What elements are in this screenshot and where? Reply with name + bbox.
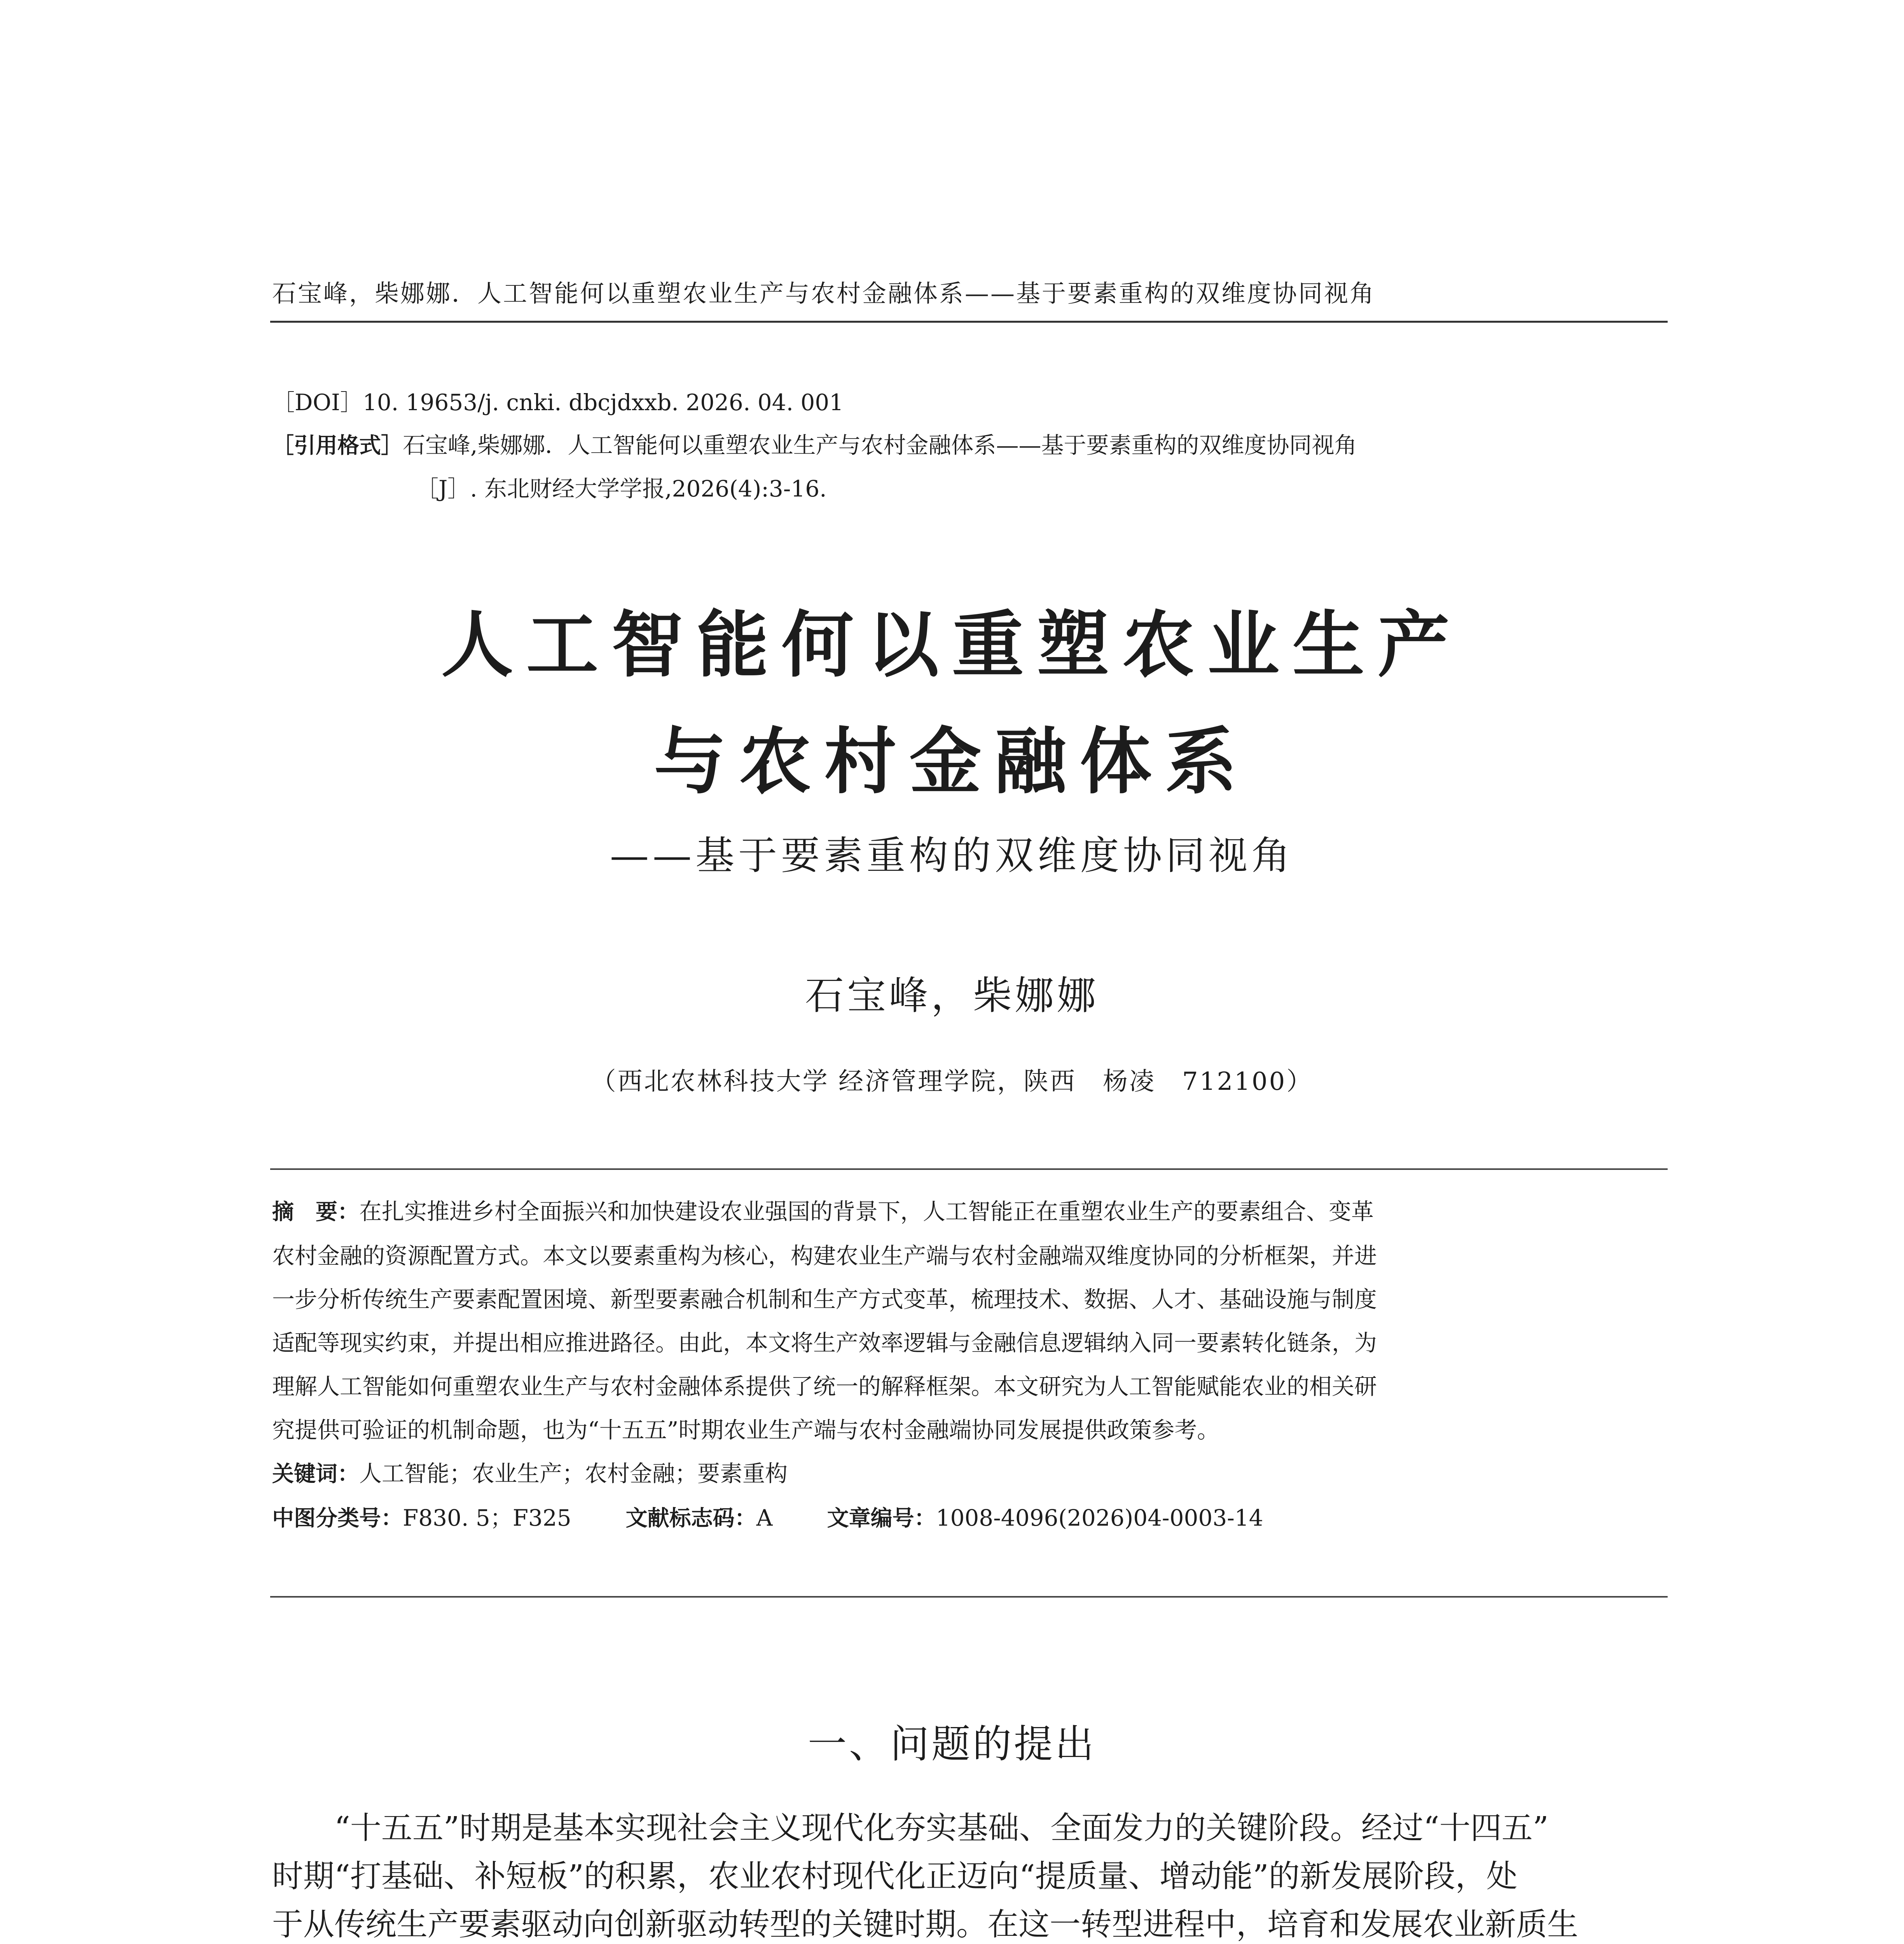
keywords-label: 关键词： [272, 1461, 359, 1487]
doi-line [272, 381, 1357, 424]
abstract-line: 究提供可验证的机制命题，也为“十五五”时期农业生产端与农村金融端协同发展提供政策参考。 [272, 1417, 1220, 1443]
clc-value: F830. 5；F325 [403, 1505, 571, 1531]
doi-value: 10. 19653/j. cnki. dbcjdxxb. 2026. 04. 001 [362, 389, 844, 416]
article-subtitle: ——基于要素重构的双维度协同视角 [610, 833, 1294, 878]
citation-line-2 [272, 467, 1357, 510]
abstract-line: 理解人工智能如何重塑农业生产与农村金融体系提供了统一的解释框架。本文研究为人工智能赋能农业的相关研 [272, 1373, 1377, 1400]
article-number-label: 文章编号： [827, 1506, 936, 1531]
abstract-line: 一步分析传统生产要素配置困境、新型要素融合机制和生产方式变革，梳理技术、数据、人才、基础设施与制度 [272, 1286, 1377, 1313]
abstract-label: 摘 要： [272, 1199, 359, 1225]
article-number-value: 1008-4096(2026)04-0003-14 [936, 1505, 1263, 1531]
body-line: “十五五”时期是基本实现社会主义现代化夯实基础、全面发力的关键阶段。经过“十四五” [334, 1810, 1549, 1846]
abstract-bottom-divider [270, 1596, 1668, 1598]
keywords-value: 人工智能；农业生产；农村金融；要素重构 [359, 1460, 788, 1487]
body-paragraph [272, 1804, 1668, 1944]
article-title-line-1: 人工智能何以重塑农业生产 [441, 603, 1463, 687]
doc-code-value: A [756, 1505, 773, 1531]
keywords-line [272, 1452, 1668, 1496]
abstract-line: 适配等现实约束，并提出相应推进路径。由此，本文将生产效率逻辑与金融信息逻辑纳入同一要素转化链条，为 [272, 1330, 1377, 1356]
citation-text-2: ［J］. 东北财经大学学报,2026(4):3-16. [416, 476, 827, 502]
abstract-section [272, 1190, 1668, 1540]
article-title-line-2: 与农村金融体系 [654, 720, 1250, 804]
citation-line [272, 424, 1357, 467]
doc-code-label: 文献标志码： [625, 1506, 756, 1531]
citation-label: ［引用格式］ [272, 433, 403, 458]
author-names: 石宝峰，柴娜娜 [805, 973, 1099, 1018]
citation-metadata [272, 381, 1357, 510]
abstract-line [272, 1190, 1668, 1234]
body-line: 于从传统生产要素驱动向创新驱动转型的关键时期。在这一转型进程中，培育和发展农业新质生 [272, 1906, 1578, 1942]
running-header: 石宝峰，柴娜娜．人工智能何以重塑农业生产与农村金融体系——基于要素重构的双维度协同视角 [272, 279, 1376, 308]
clc-label: 中图分类号： [272, 1506, 403, 1531]
section-heading: 一、问题的提出 [808, 1721, 1096, 1767]
abstract-text: 在扎实推进乡村全面振兴和加快建设农业强国的背景下，人工智能正在重塑农业生产的要素组合、变革 [359, 1198, 1374, 1225]
abstract-top-divider [270, 1168, 1668, 1170]
citation-text-1: 石宝峰,柴娜娜．人工智能何以重塑农业生产与农村金融体系——基于要素重构的双维度协同视角 [403, 432, 1357, 458]
doi-label: ［DOI］ [272, 389, 363, 416]
body-line: 时期“打基础、补短板”的积累，农业农村现代化正迈向“提质量、增动能”的新发展阶段，处 [272, 1858, 1518, 1894]
classification-line [272, 1496, 1668, 1540]
author-affiliation: （西北农林科技大学 经济管理学院，陕西 杨凌 712100） [591, 1067, 1313, 1096]
header-divider [270, 321, 1668, 323]
abstract-line: 农村金融的资源配置方式。本文以要素重构为核心，构建农业生产端与农村金融端双维度协同的分析框架，并进 [272, 1243, 1377, 1269]
